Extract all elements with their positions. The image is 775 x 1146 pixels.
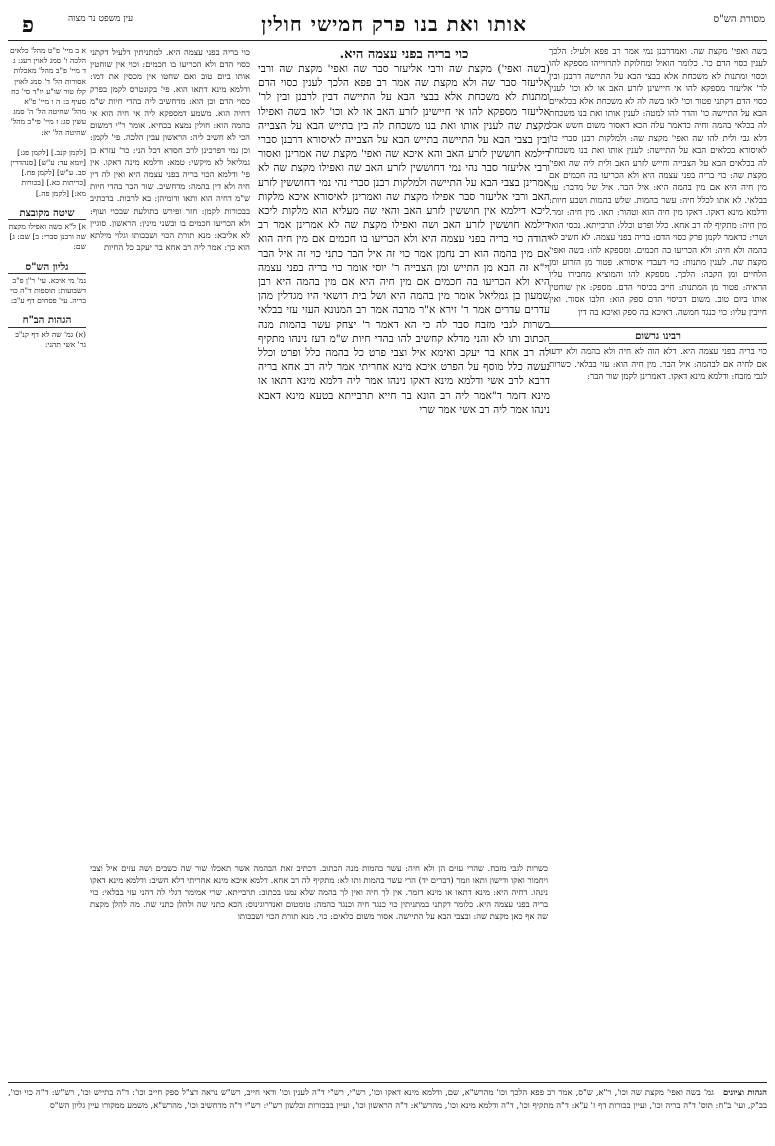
shita-mekubetzet-box [8, 209, 86, 253]
hagahot-habach-box [8, 316, 86, 350]
left-margin [8, 46, 86, 1106]
footer-text: גמ' בשה ואפי' מקצת שה וכו', ר"א, ש"ס, אמר רב פפא הלכך וכו' מהרש"א, שם, ודלמא מינא דאקו וכו', רש"י, רש"י ד"ה לענין וכו' ודאי חייב, רש"ש נראה דצ"ל ספק חייב וכו': ד"ה בתייש וכו', רש"ש: ד"ה כוי וכו', בב"ק, ועי' ב"ח: תוס' ד"ה בריה וכו', ועיין בכורות דף ז' ע"א: ד"ה מתקיף וכו', ד"ה ודלמא מינא וכו', מהרש"א: ד"ה הראשון וכו', ועיין בבכורות ובלשון רש"י: רש"י ד"ה מדחשיב וכו', מהרש"א, משמע ממקורו עיין גליון הש"ס [8, 1087, 767, 1110]
bottom-commentary: כשרות לגבי מזבח. שהרי עזים הן ולא חיה: עשר בהמות מנה הכתוב. דכתיב זאת הבהמה אשר תאכלו שור שה כשבים ושה עזים איל וצבי ויחמור ואקו ודישון ותאו וזמר (דברים יד) הרי עשר בהמות ותו לא: מתקיף לה רב אחא. דלמא איכא מינא אחריתי דלא חשיב: ודלמא מינא דאקו נינהו. דחיה היא: מינא דתאו או מינא דזמר. אין לך חיה ואין לך בהמה שלא נמנו בכתוב: תרבייתא. שרי אמימר דגלי לה דהני עזי בבלאי: כוי בריה בפני עצמה היא. כלומר דקתני במתניתין כוי כנגד חיה וכנגד בהמה: טומטום ואנדרוגינוס: הכא כתני שה ולהלן כתני שה. מה להלן מקצת שה אף כאן מקצת שה: ובצבי הבא על התיישה. אסור משום כלאים: כוי. מנא תורת הכוי ושבכותו [90, 863, 548, 921]
page-header [8, 8, 767, 36]
rashi-text: בשה ואפי' מקצת שה. ואמדרבנן נמי אמר רב פפא ולעיל: הלכך לענין כסוי הדם כו'. כלומר הואיל ומחלוקת לתרווייהו מספקא להו וכסוי ומתנות לא משכחת אלא בבצי הבא על התיישה דרבנן ובין לר' אליעזר מספקא להו אי חיישינן לזרע האב או לא וכו' לענין כסוי הדם דקתני פטור וכו' לאו בשה לה לא משכחת אלא בכלאיים הבא על התיישה כו' והדר להו למטה: לענין אותו ואת בנו משכחת לה בכלאי בהמה וחיה כדאמר עלה הכא דאסור משום חשש אבל דלא גבי ולית להו שה ואפי' מקצת שה: ולמלקות רבנן סברי כו' לאיסורא בכלאים הבא על התיישה: לענין אותו ואת בנו משכחת לה בכלאים הבא על הצבייה וחייש לזרע האב ולית ליה שה ואפי' מקצת שה: כוי בריה בפני עצמה היא ולא הכריעו בה חכמים אם מין חיה היא אם מין בהמה היא: איל הבר. איל של מדבר: עזי בבלאי. לא אתו לכלל חיה: עשר בהמות. שלש בהמות ושבע חיות: ודלמא מינא דאקו. דאקו מין חיה הוא וטהור: תאו. מין חיה: זמר. מין חיה: מתקיף לה רב אחא. כלל ופרט וכלל: תרבייתא. נכסי הואי ושרי: כדאמר לקמן פרק כסוי הדם: בריה בפני עצמה. לא חשיב לא בהמה ולא חיה: ולא הכריעו בה חכמים. ומספקא להו: בשה ואפי' מקצת שה. לענין מתנות: כוי דעבדי איסורא. פטור מן הזרוע ומן הלחיים ומן הקבה: הלכך. מספקא להו והמוציא מחבירו עליו הראיה: פטור מן המתנות: חייב בכיסוי הדם. מספק: אין שוחטין אותו ביום טוב. משום דכיסוי הדם ספק הוא: חלבו אסור. ואין חייבין עליו: כוי כנגד חמשה. דאיכא בה ספק ואיכא בה דין [549, 47, 767, 318]
hagahot-habach-title: הגהות הב"ח [8, 316, 86, 327]
shita-mekubetzet-title: שיטה מקובצת [8, 209, 86, 220]
rabbenu-gershom-text: כוי בריה בפני עצמה היא. דלא הוה לא חיה ולא בהמה ולא ידעו אם לחיה אם לבהמה: איל הבר. מין חיה הוא: עזי בבלאי. כשרות לגבי מזבח: ודלמא מינא דאקו. דאמרינן לקמן שור הבר: [549, 347, 767, 383]
gilyon-hashas-box [8, 263, 86, 307]
header-rule [8, 40, 767, 41]
page-letter: פ [22, 12, 34, 38]
masoret-box [8, 148, 86, 199]
gemara-text: (בשה ואפי') מקצת שה ורבי אליעזר סבר שה ואפי' מקצת שה ורבי אליעזר סבר שה ולא מקצת שה אמר רב פפא הלכך לענין כסוי הדם ומתנות לא משכחת אלא בבצי הבא על התיישה דבין לרבנן ובין לר' אליעזר מספקא להו אי חיישינן לזרע האב או לא וכו' לאו בשה ואפילו מקצת שה לענין אותו ואת בנו משכחת לה בין בתייש הבא על הצבייה ובין בצבי הבא על התיישה בתייש הבא על הצבייה לאיסורא דרבנן סברי דילמא חוששין לזרע האב והא איכא שה ואפי' מקצת שה אמרינן ואסור ורבי אליעזר סבר נהי נמי דחוששין לזרע האב שה ואפילו מקצת שה לא אמרינן בצבי הבא על התיישה ולמלקות רבנן סברי נהי נמי דחוששין לזרע האב ורבי אליעזר סבר אפילו מקצת שה ואמרינן לאיסורא איכא מלקות ליכא דילמא אין חוששין לזרע האב והאי שה מעליא הוא מלקות ליכא דילמא חוששין לזרע האב ושה ואפילו מקצת שה לא אמרינן אמר רב יהודה כוי בריה בפני עצמה היא ולא הכריעו בו חכמים אם מין חיה הוא אם מין בהמה הוא רב נחמן אמר כוי זה איל הבר כתני כוי זה איל הבר וי"א זה הבא מן התייש ומן הצבייה ר' יוסי אומר כוי בריה בפני עצמה היא ולא הכריעו בה חכמים אם מין חיה היא אם מין בהמה היא רבן שמעון בן גמליאל אומר מין בהמה היא ושל בית דושאי היו מגדלין מהן עדרים עדרים אמר ר' זירא א"ר מרבה אמר רב המנונא העזי עזי בבלאי כשרות לגבי מזבח סבר לה כי הא דאמר ר' יצחק עשר בהמות מנה הכתוב ותו לא והני מדלא קחשיב להו בהדי חיות ש"מ דעז נינהו מתקיף לה רב אחא בר יעקב ואימא איל וצבי פרט כל בהמה כלל ופרט וכלל נעשה כלל מוסף על הפרט איכא מינא אחריתי אמר ליה רב אחא בריה דרבא לרב אשי ודלמא מינא דאקו נינהו אמר ליה דלמא מינא דתאו או מינא דזמר ד"אמר ליה רב הונא בר חייא תרבייתא בטעא מינא דאבא נינהו אמר ליה רב אשי אמר שרי [258, 63, 550, 416]
rabbenu-gershom-box [549, 327, 767, 384]
shita-mekubetzet-text: א] ל"א בשה ואפילו מקצת שה ורבנן סברי: ב] שם: ג] שם: [8, 222, 86, 252]
ein-mishpat-text: א ב מיי' פ"ט מהל' כלאים הלכה ו' סמג לאוין רעג: ג ד מיי' פ"ב מהל' מאכלות אסורות הל' ד' סמג לאוין קלז טור שו"ע יו"ד סי' כח סעיף ב: ה ו מיי' פ"א מהל' שחיטה הל' ה' סמג עשין סג: ז מיי' פי"ב מהל' שחיטה הל' יא: [10, 46, 86, 137]
ein-mishpat-label: עין משפט נר מצוה [68, 14, 134, 24]
rashi-commentary [549, 46, 767, 966]
masoret-hashas-label: מסורת הש"ס [713, 14, 765, 25]
rabbenu-gershom-title: רבינו גרשום [549, 331, 767, 344]
footer-notes [8, 1086, 767, 1142]
gemara-opening: כוי בריה בפני עצמה היא. [339, 47, 469, 62]
ein-mishpat-box [8, 46, 86, 138]
hagahot-habach-text: (א) גמ' שה לא דף קנ"ב גר' אשי תהני: [15, 329, 86, 349]
tosafot-commentary: כוי בריה בפני עצמה היא. למתניתין דלעיל דקתני כסוי הדם ולא הכריעו בו חכמים: וכוי אין שוחטין אותו ביום טוב ואם שחטו אין מכסין את דמו: ודלמא מינא דתאו הוא. פי' בקונטרס לקמן בפרק כסוי הדם וכן הוא: מדחשיב ליה בהדי חיות ש"מ דחיה הוא. משמע דמספקא ליה אי חיה הוא אי בהמה הוא: חולין נמצא בכחיא. אומר ר"י דמשום הכי לא חשיב ליה: הראשון עבין הלכה. פי' לקמן: וכן נמי דפרכינן לרב חסדא דכל הני: כר' עזרא בן גמליאל לא מיקשי: טמא: ודלמא מינה דאקו. אין פי' ודלמא הכוי בריה בפני עצמה היא ואין לה דין חיה ולא דין בהמה: מדחשיב. שור הבר בהדי חיות ש"מ דחיה הוא ותאו ודומיהן: בא לרבות. בדכתיב בבכורות לקמן: חזר ופירש בתולעת שבכוי ועוף: ולא הכריעו חכמים בו ובשני מינין: הראשון. סוגיין לא אליבא: מנא תורת הכוי ושבכותו וגלוי מילתא הוא כך: אמר ליה רב אחא בר יעקב כל החיות [90, 47, 250, 253]
footer-rule [8, 1082, 767, 1083]
masoret-text: [לקמן קנב.] [לקמן פג:] [יומא עד: ע"ש] [סנהדרין סב. ע"ש] [לקמן פח.] [כריתות כא.] [בכורות מא:] [לקמן פה.] [10, 147, 86, 198]
gilyon-hashas-title: גליון הש"ס [8, 263, 86, 274]
footer-title: הגהות וציונים [723, 1087, 767, 1097]
gilyon-hashas-text: גמ' מי איכא. עי' ר"ן פ"ב דשבועות: תוספות ד"ה כוי בריה. עי' פסחים דף ע"ב: [10, 275, 86, 306]
page-title: אותו ואת בנו פרק חמישי חולין [261, 12, 527, 36]
